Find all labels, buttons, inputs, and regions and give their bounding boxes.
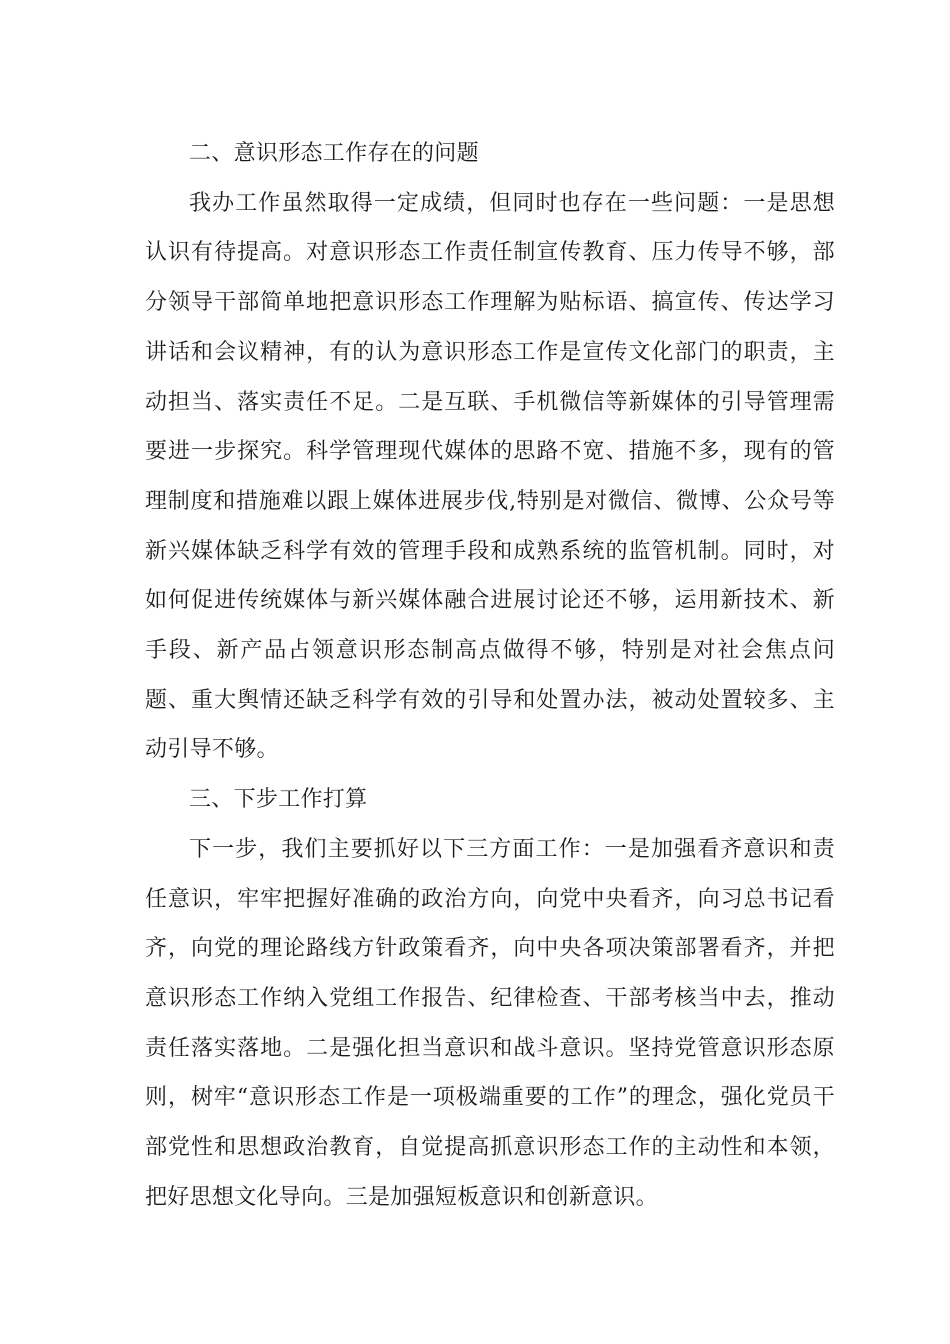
document-body [145, 129, 835, 1222]
section-heading-problems: 二、意识形态工作存在的问题 [189, 141, 479, 166]
section-paragraph-problems: 我办工作虽然取得一定成绩，但同时也存在一些问题：一是思想认识有待提高。对意识形态工作责任制宣传教育、压力传导不够，部分领导干部简单地把意识形态工作理解为贴标语、搞宣传、传达学习讲话和会议精神，有的认为意识形态工作是宣传文化部门的职责，主动担当、落实责任不足。二是互联、手机微信等新媒体的引导管理需要进一步探究。科学管理现代媒体的思路不宽、措施不多，现有的管理制度和措施难以跟上媒体进展步伐,特别是对微信、微博、公众号等新兴媒体缺乏科学有效的管理手段和成熟系统的监管机制。同时，对如何促进传统媒体与新兴媒体融合进展讨论还不够，运用新技术、新手段、新产品占领意识形态制高点做得不够，特别是对社会焦点问题、重大舆情还缺乏科学有效的引导和处置办法，被动处置较多、主动引导不够。 [145, 190, 835, 763]
section-paragraph-next-steps: 下一步，我们主要抓好以下三方面工作：一是加强看齐意识和责任意识，牢牢把握好准确的政治方向，向党中央看齐，向习总书记看齐，向党的理论路线方针政策看齐，向中央各项决策部署看齐，并把意识形态工作纳入党组工作报告、纪律检查、干部考核当中去，推动责任落实落地。二是强化担当意识和战斗意识。坚持党管意识形态原则，树牢“意识形态工作是一项极端重要的工作”的理念，强化党员干部党性和思想政治教育，自觉提高抓意识形态工作的主动性和本领，把好思想文化导向。三是加强短板意识和创新意识。 [145, 836, 835, 1210]
section-heading-next-steps: 三、下步工作打算 [189, 787, 368, 813]
